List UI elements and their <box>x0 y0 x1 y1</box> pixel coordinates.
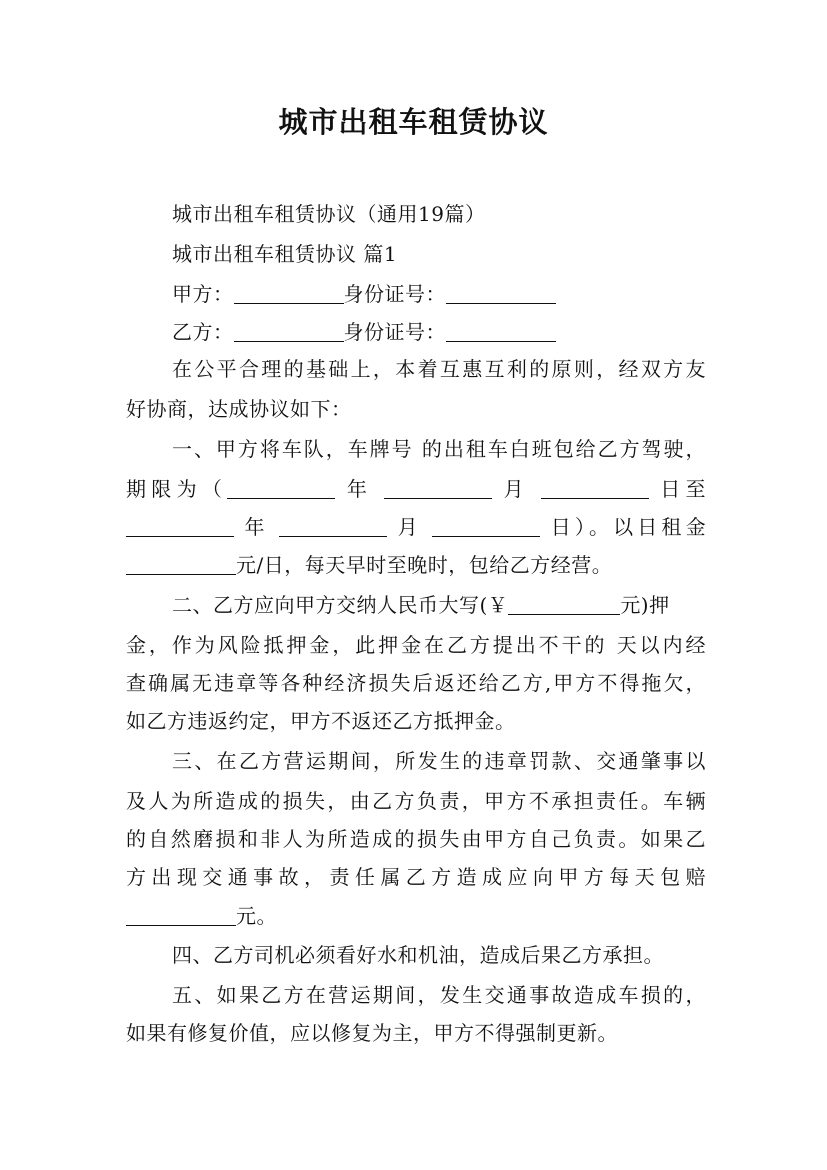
compensation-blank <box>126 904 236 926</box>
document-title: 城市出租车租赁协议 <box>278 105 549 139</box>
clause1-line-2 <box>126 473 706 502</box>
clause5-line-2: 如果有修复价值，应以修复为主，甲方不得强制更新。 <box>126 1021 618 1045</box>
piece-heading: 城市出租车租赁协议 篇1 <box>172 242 398 266</box>
clause3-line-3: 的自然磨损和非人为所造成的损失由甲方自己负责。如果乙 <box>126 827 706 851</box>
clause3-line-4: 方出现交通事故，责任属乙方造成应向甲方每天包赔 <box>126 865 706 889</box>
deposit-amount-blank <box>508 593 620 615</box>
end-month-blank <box>279 515 387 537</box>
end-month-label: 月 <box>397 515 422 539</box>
term-label: 期限为（ <box>126 477 228 501</box>
end-year-label: 年 <box>244 515 269 539</box>
clause4-line-1: 四、乙方司机必须看好水和机油，造成后果乙方承担。 <box>172 943 664 967</box>
start-day-blank <box>541 477 649 499</box>
daily-rent-label: 日）。以日租金 <box>550 515 707 539</box>
party-a-line <box>126 278 706 307</box>
clause1-line-1: 一、甲方将车队，车牌号 的出租车白班包给乙方驾驶， <box>172 437 706 461</box>
party-a-id-blank <box>446 282 556 304</box>
clause3-line-1: 三、在乙方营运期间，所发生的违章罚款、交通肇事以 <box>172 749 706 773</box>
party-b-id-label: 身份证号： <box>343 320 446 344</box>
party-b-line <box>126 316 706 345</box>
deposit-text: 二、乙方应向甲方交纳人民币大写(￥ <box>172 593 509 617</box>
daily-rent-text: 元/日，每天早时至晚时，包给乙方经营。 <box>236 553 613 577</box>
clause2-line-2: 金，作为风险抵押金，此押金在乙方提出不干的 天以内经 <box>126 633 706 657</box>
party-b-label: 乙方： <box>172 320 234 344</box>
deposit-unit: 元)押 <box>620 593 670 617</box>
clause5-line-1: 五、如果乙方在营运期间，发生交通事故造成车损的， <box>172 983 706 1007</box>
clause1-line-4 <box>126 549 706 578</box>
party-a-id-label: 身份证号： <box>343 282 446 306</box>
month-label: 月 <box>503 477 529 501</box>
party-a-name-blank <box>234 282 344 304</box>
start-year-blank <box>227 477 335 499</box>
clause1-line-3 <box>126 511 706 540</box>
clause2-line-3: 查确属无违章等各种经济损失后返还给乙方,甲方不得拖欠， <box>126 671 706 695</box>
compensation-unit: 元。 <box>236 904 277 928</box>
clause3-line-2: 及人为所造成的损失，由乙方负责，甲方不承担责任。车辆 <box>126 789 706 813</box>
start-month-blank <box>384 477 492 499</box>
end-year-blank <box>126 515 234 537</box>
preamble-line-2: 好协商，达成协议如下： <box>126 397 352 421</box>
clause2-line-1 <box>126 589 706 618</box>
party-b-id-blank <box>446 320 556 342</box>
collection-heading: 城市出租车租赁协议（通用19篇） <box>172 202 486 226</box>
clause2-line-4: 如乙方违返约定，甲方不返还乙方抵押金。 <box>126 709 516 733</box>
preamble-line-1: 在公平合理的基础上，本着互惠互利的原则，经双方友 <box>172 357 706 381</box>
party-b-name-blank <box>234 320 344 342</box>
year-label: 年 <box>346 477 373 501</box>
end-day-blank <box>432 515 540 537</box>
party-a-label: 甲方： <box>172 282 234 306</box>
daily-rent-blank <box>126 553 236 575</box>
day-to-label: 日至 <box>660 477 707 501</box>
clause3-line-5 <box>126 900 706 929</box>
